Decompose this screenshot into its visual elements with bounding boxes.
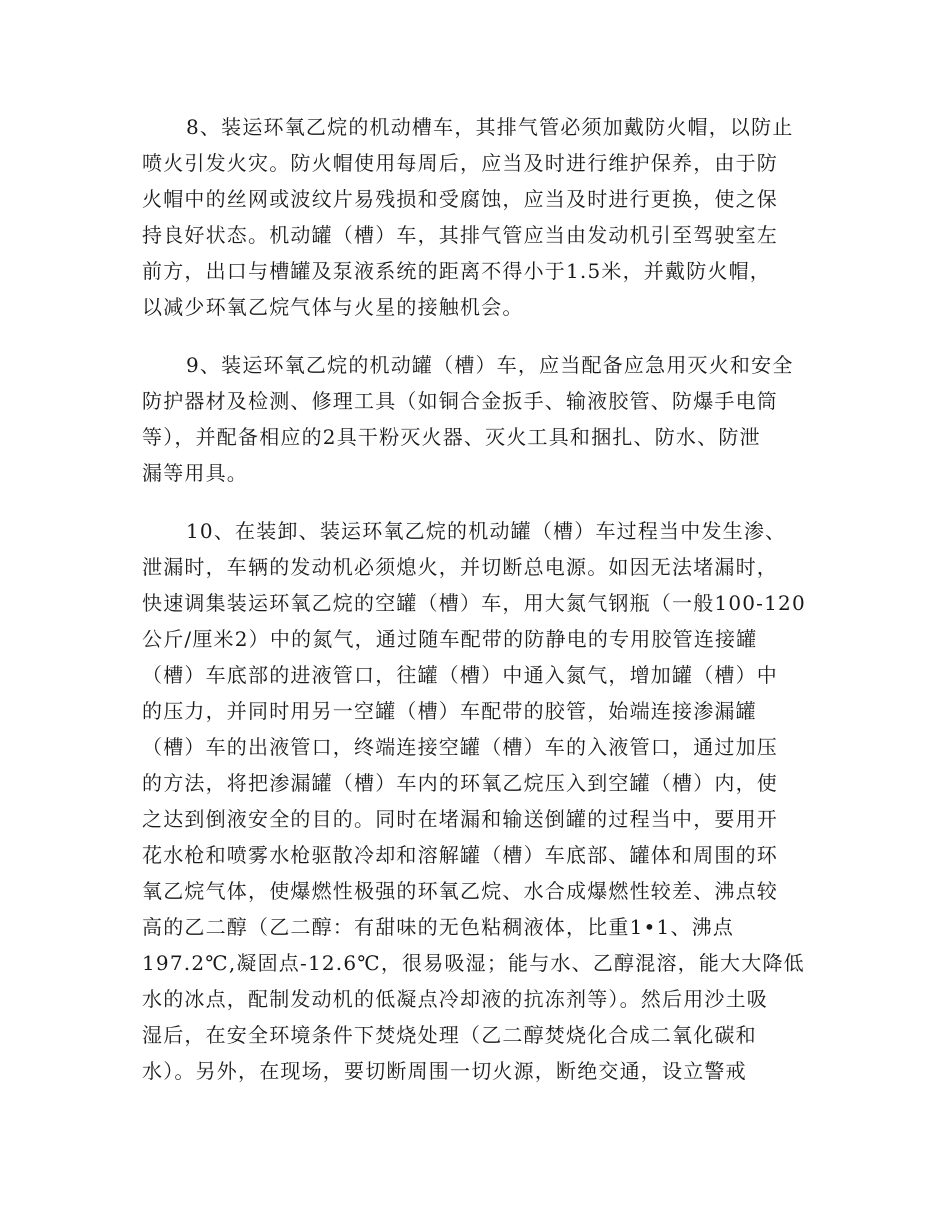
- text-line: 9、装运环氧乙烷的机动罐（槽）车，应当配备应急用灭火和安全: [186, 353, 794, 377]
- text-line: 泄漏时，车辆的发动机必须熄火，并切断总电源。如因无法堵漏时，: [142, 555, 778, 579]
- text-line: 公斤/厘米2）中的氮气，通过随车配带的防静电的专用胶管连接罐: [142, 627, 758, 651]
- text-line: 等），并配备相应的2具干粉灭火器、灭火工具和捆扎、防水、防泄: [142, 425, 761, 449]
- text-line: 197.2℃,凝固点-12.6℃，很易吸湿；能与水、乙醇混溶，能大大降低: [142, 951, 805, 975]
- text-line: 漏等用具。: [142, 461, 248, 485]
- text-line: 水的冰点，配制发动机的低凝点冷却液的抗冻剂等）。然后用沙土吸: [142, 987, 768, 1011]
- text-line: 防护器材及检测、修理工具（如铜合金扳手、输液胶管、防爆手电筒: [142, 389, 778, 413]
- text-line: 喷火引发火灾。防火帽使用每周后，应当及时进行维护保养，由于防: [142, 151, 778, 175]
- text-line: 以减少环氧乙烷气体与火星的接触机会。: [142, 295, 524, 319]
- text-line: 持良好状态。机动罐（槽）车，其排气管应当由发动机引至驾驶室左: [142, 223, 778, 247]
- text-line: 8、装运环氧乙烷的机动槽车，其排气管必须加戴防火帽，以防止: [186, 115, 794, 139]
- text-line: 之达到倒液安全的目的。同时在堵漏和输送倒罐的过程当中，要用开: [142, 807, 778, 831]
- text-line: 高的乙二醇（乙二醇：有甜味的无色粘稠液体，比重1•1、沸点: [142, 915, 735, 939]
- text-line: 前方，出口与槽罐及泵液系统的距离不得小于1.5米，并戴防火帽，: [142, 259, 772, 283]
- text-line: 的压力，并同时用另一空罐（槽）车配带的胶管，始端连接渗漏罐: [142, 699, 757, 723]
- text-line: （槽）车底部的进液管口，往罐（槽）中通入氮气，增加罐（槽）中: [142, 663, 778, 687]
- text-line: 快速调集装运环氧乙烷的空罐（槽）车，用大氮气钢瓶（一般100-120: [142, 591, 806, 615]
- text-line: 火帽中的丝网或波纹片易残损和受腐蚀，应当及时进行更换，使之保: [142, 187, 778, 211]
- text-line: 氧乙烷气体，使爆燃性极强的环氧乙烷、水合成爆燃性较差、沸点较: [142, 879, 778, 903]
- text-line: 10、在装卸、装运环氧乙烷的机动罐（槽）车过程当中发生渗、: [186, 519, 787, 543]
- text-line: 花水枪和喷雾水枪驱散冷却和溶解罐（槽）车底部、罐体和周围的环: [142, 843, 778, 867]
- text-line: 湿后，在安全环境条件下焚烧处理（乙二醇焚烧化合成二氧化碳和: [142, 1023, 757, 1047]
- text-line: 的方法，将把渗漏罐（槽）车内的环氧乙烷压入到空罐（槽）内，使: [142, 771, 778, 795]
- text-line: （槽）车的出液管口，终端连接空罐（槽）车的入液管口，通过加压: [142, 735, 778, 759]
- text-line: 水）。另外，在现场，要切断周围一切火源，断绝交通，设立警戒: [142, 1059, 747, 1083]
